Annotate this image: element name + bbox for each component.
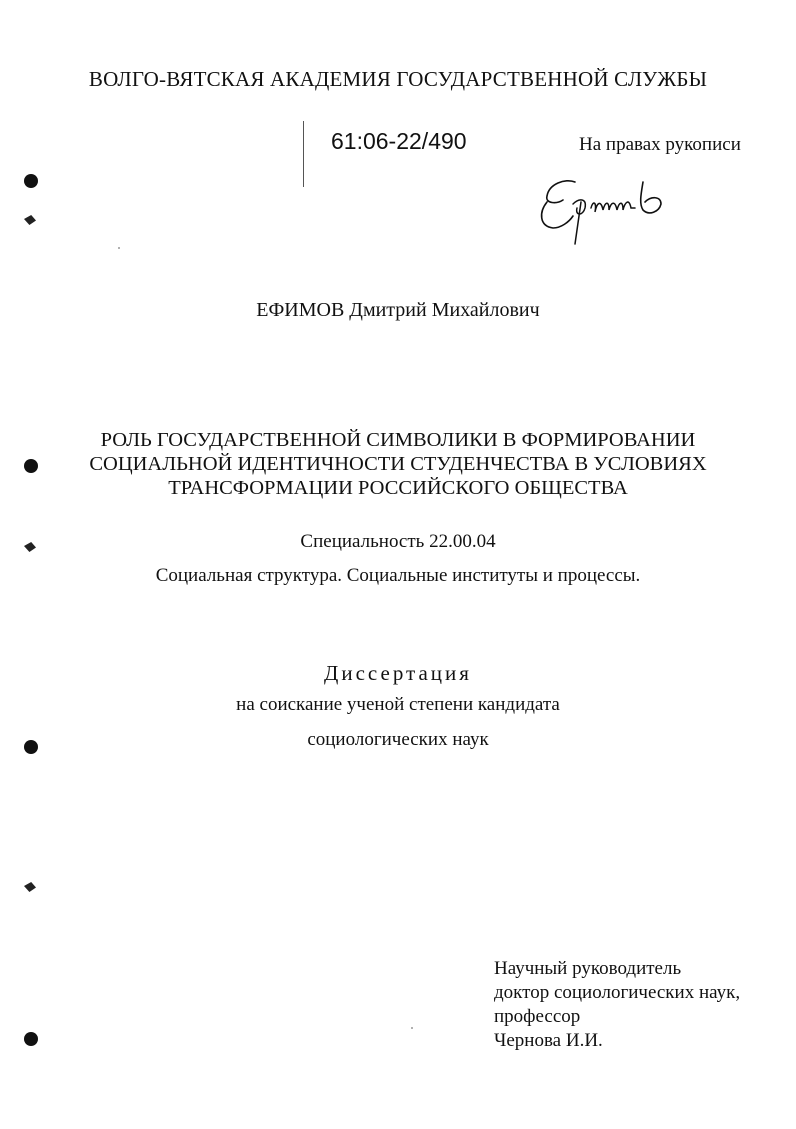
margin-line — [303, 121, 304, 187]
supervisor-line: Научный руководитель — [494, 958, 682, 979]
degree-line-1: на соискание ученой степени кандидата — [236, 694, 560, 715]
dissertation-title — [0, 428, 796, 500]
author-name: ЕФИМОВ Дмитрий Михайлович — [256, 299, 540, 321]
punch-hole — [24, 459, 38, 473]
scan-speck — [411, 1027, 413, 1029]
dissertation-label: Диссертация — [324, 661, 472, 685]
catalog-number: 61:06-22/490 — [331, 128, 467, 154]
supervisor-line: профессор — [494, 1006, 581, 1027]
punch-hole — [24, 174, 38, 188]
supervisor-line: доктор социологических наук, — [494, 982, 741, 1003]
institution-name: ВОЛГО-ВЯТСКАЯ АКАДЕМИЯ ГОСУДАРСТВЕННОЙ СЛУЖБЫ — [88, 67, 708, 91]
punch-hole — [24, 1032, 38, 1046]
title-line: РОЛЬ ГОСУДАРСТВЕННОЙ СИМВОЛИКИ В ФОРМИРОВАНИИ — [100, 429, 696, 451]
title-line: СОЦИАЛЬНОЙ ИДЕНТИЧНОСТИ СТУДЕНЧЕСТВА В УСЛОВИЯХ — [89, 453, 707, 475]
author-signature — [535, 168, 685, 248]
title-line: ТРАНСФОРМАЦИИ РОССИЙСКОГО ОБЩЕСТВА — [168, 477, 628, 499]
supervisor-block — [494, 957, 740, 1053]
scan-speck — [118, 247, 120, 249]
manuscript-rights-note: На правах рукописи — [579, 134, 741, 155]
supervisor-line: Чернова И.И. — [494, 1030, 603, 1051]
scan-mark — [24, 215, 36, 225]
specialty-name: Социальная структура. Социальные институты и процессы. — [155, 565, 641, 586]
specialty-code: Специальность 22.00.04 — [300, 531, 496, 552]
scan-mark — [24, 882, 36, 892]
degree-line-2: социологических наук — [307, 729, 489, 750]
punch-hole — [24, 740, 38, 754]
